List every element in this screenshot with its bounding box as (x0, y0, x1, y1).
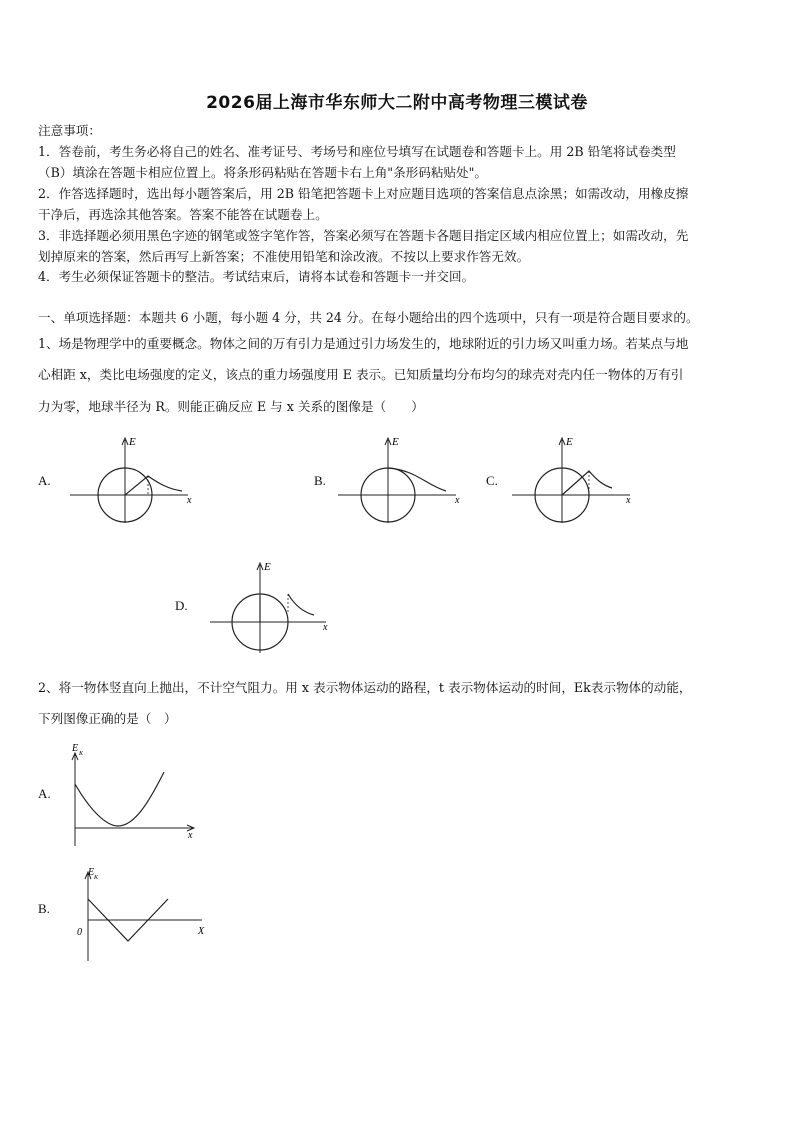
question-2-line-1: 2、将一物体竖直向上抛出，不计空气阻力。用 x 表示物体运动的路程，t 表示物体运动的时间，Ek表示物体的动能， (38, 680, 692, 695)
note-2-line-2: 干净后，再选涂其他答案。答案不能答在试题卷上。 (38, 207, 328, 222)
ek-axis-subscript: K (94, 875, 99, 881)
section-heading: 一、单项选择题：本题共 6 小题，每小题 4 分，共 24 分。在每小题给出的四个选项中，只有一项是符合题目要求的。 (38, 310, 699, 325)
note-4: 4．考生必须保证答题卡的整洁。考试结束后，请将本试卷和答题卡一并交回。 (38, 269, 475, 284)
x-axis-label: x (187, 495, 192, 506)
note-1-line-1: 1．答卷前，考生务必将自己的姓名、准考证号、考场号和座位号填写在试题卷和答题卡上。用 2B 铅笔将试卷类型 (38, 144, 676, 159)
ek-axis-label: E (72, 743, 79, 754)
question-1-line-3: 力为零，地球半径为 R。则能正确反应 E 与 x 关系的图像是（ ） (38, 399, 424, 414)
e-x-curve (388, 468, 446, 491)
e-x-curve-outer (288, 594, 314, 615)
x-axis-label: x (323, 622, 328, 633)
q1-option-d-graph (210, 560, 335, 655)
q1-option-b-label: B. (314, 473, 326, 488)
q1-option-a-graph (70, 435, 195, 525)
note-2-line-1: 2．作答选择题时，选出每小题答案后，用 2B 铅笔把答题卡上对应题目选项的答案信息点涂黑；如需改动，用橡皮擦 (38, 186, 689, 201)
ek-x-curve (75, 772, 164, 826)
ek-axis-subscript: K (79, 751, 84, 757)
note-1-line-2: （B）填涂在答题卡相应位置上。将条形码粘贴在答题卡右上角"条形码粘贴处"。 (38, 165, 488, 180)
q1-option-d-label: D. (175, 598, 188, 613)
e-x-curve (562, 471, 612, 495)
question-1-line-2: 心相距 x，类比电场强度的定义，该点的重力场强度用 E 表示。已知质量均分布均匀的球壳对壳内任一物体的万有引 (38, 367, 684, 382)
note-3-line-2: 划掉原来的答案，然后再写上新答案；不准使用铅笔和涂改液。不按以上要求作答无效。 (38, 249, 530, 264)
x-axis-label: x (626, 495, 631, 506)
e-axis-label: E (129, 436, 136, 448)
page-title: 2026届上海市华东师大二附中高考物理三模试卷 (206, 93, 588, 113)
e-axis-label: E (264, 561, 271, 573)
q1-option-c-label: C. (486, 473, 498, 488)
q2-option-a-label: A. (38, 786, 51, 801)
e-x-curve (125, 476, 182, 495)
notes-heading: 注意事项： (38, 123, 101, 138)
note-3-line-1: 3．非选择题必须用黑色字迹的钢笔或签字笔作答，答案必须写在答题卡各题目指定区域内相应位置上；如需改动，先 (38, 228, 689, 243)
question-1-line-1: 1、场是物理学中的重要概念。物体之间的万有引力是通过引力场发生的，地球附近的引力场又叫重力场。若某点与地 (38, 336, 689, 351)
x-axis-label: x (188, 830, 193, 841)
x-axis-label: x (455, 495, 460, 506)
q2-option-b-graph (72, 865, 212, 965)
ek-axis-label: E (88, 867, 95, 878)
origin-label: 0 (77, 927, 82, 938)
e-axis-label: E (392, 436, 399, 448)
q1-option-b-graph (338, 435, 463, 525)
question-2-line-2: 下列图像正确的是（ ） (38, 711, 177, 726)
q1-option-c-graph (512, 435, 637, 525)
e-axis-label: E (566, 436, 573, 448)
x-axis-label: X (198, 926, 205, 937)
q1-option-a-label: A. (38, 473, 51, 488)
q2-option-a-graph (68, 740, 203, 850)
q2-option-b-label: B. (38, 901, 50, 916)
